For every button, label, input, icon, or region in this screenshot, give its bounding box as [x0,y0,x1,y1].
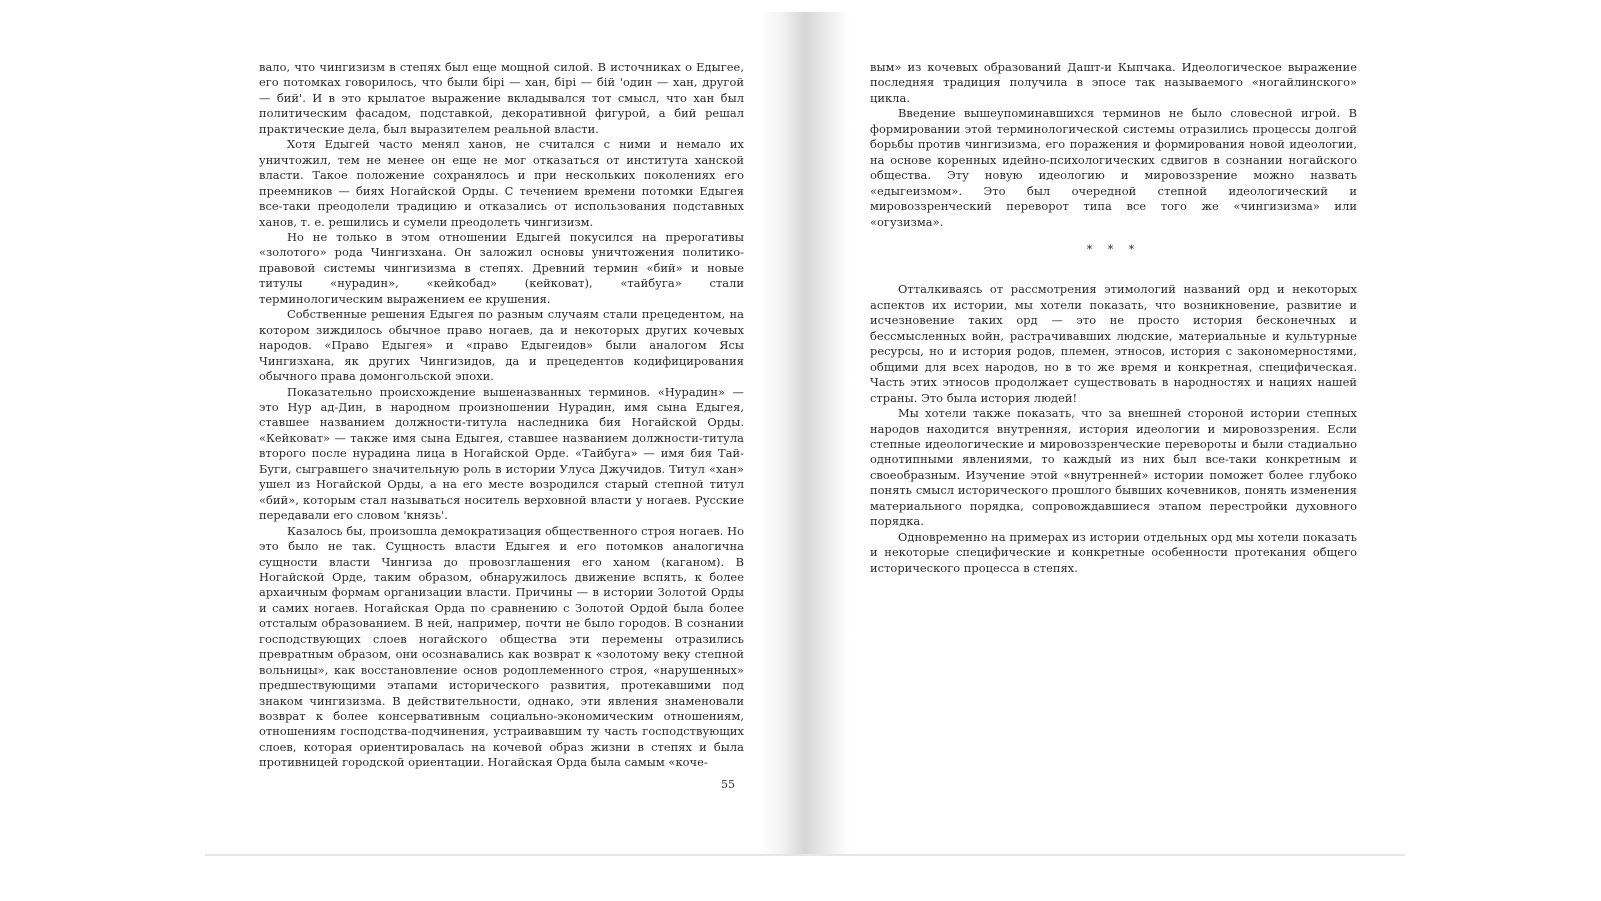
paragraph: Мы хотели также показать, что за внешней стороной истории степных народов находится внутренняя, история идеологии и мировоззрения. Если степные идеологические и мировоззренческие перевороты и были стадиально однотипными явлениями, то каждый из них был все-таки конкретным и своеобразным. Изучение этой «внутренней» истории поможет более глубоко понять смысл исторического прошлого бывших кочевников, понять изменения материального порядка, сопровождавшиеся этапом перестройки духовного порядка. [870,406,1357,529]
left-page [259,60,744,771]
book-spread [205,12,1405,856]
paragraph: вым» из кочевых образований Дашт-и Кыпчака. Идеологическое выражение последняя традиция получила в эпосе так называемого «ногайлинского» цикла. [870,60,1357,105]
paragraph: Казалось бы, произошла демократизация общественного строя ногаев. Но это было не так. Сущность власти Едыгея и его потомков аналогична сущности власти Чингиза до провозглашения его ханом (каганом). В Ногайской Орде, таким образом, обнаружилось движение вспять, к более архаичным формам организации власти. Причины — в истории Золотой Орды и самих ногаев. Ногайская Орда по сравнению с Золотой Ордой была более отсталым образованием. В ней, например, почти не было городов. В сознании господствующих слоев ногайского общества эти перемены отразились превратным образом, они осознавались как возврат к «золотому веку степной вольницы», как восстановление основ родоплеменного строя, «нарушенных» предшествующими этапами исторического развития, протекавшими под знаком чингизизма. В действительности, однако, эти явления знаменовали возврат к более консервативным социально-экономическим отношениям, отношениям господства-подчинения, устраивавшим ту часть господствующих слоев, которая ориентировалась на кочевой образ жизни в степях и была противницей городской ориентации. Ногайская Орда была самым «коче- [259,523,744,770]
right-page [870,60,1357,576]
paragraph: Хотя Едыгей часто менял ханов, не считался с ними и немало их уничтожил, тем не менее он еще не мог отказаться от института ханской власти. Такое положение сохранялось и при нескольких поколениях его преемников — биях Ногайской Орды. С течением времени потомки Едыгея все-таки преодолели традицию и отказались от использования подставных ханов, т. е. решились и сумели преодолеть чингизизм. [259,137,744,229]
paragraph: Но не только в этом отношении Едыгей покусился на прерогативы «золотого» рода Чингизхана. Он заложил основы уничтожения политико-правовой системы чингизизма в степях. Древний термин «бий» и новые титулы «нурадин», «кейкобад» (кейковат), «тайбуга» стали терминологическим выражением ее крушения. [259,229,744,306]
section-separator: * * * [1086,242,1141,256]
page-number: 55 [721,778,735,791]
paragraph: Отталкиваясь от рассмотрения этимологий названий орд и некоторых аспектов их истории, мы хотели показать, что возникновение, развитие и исчезновение таких орд — это не просто история бесконечных и бессмысленных войн, растрачивавших людские, материальные и культурные ресурсы, но и история родов, племен, этносов, история с закономерностями, общими для всех народов, но в то же время и конкретная, специфическая. Часть этих этносов продолжает существовать в народностях и нациях нашей страны. Это была история людей! [870,282,1357,405]
paragraph: вало, что чингизизм в степях был еще мощной силой. В источниках о Едыгее, его потомках говорилось, что были бiрi — хан, бiрi — бiй 'один — хан, другой — бий'. И в это крылатое выражение вкладывался тот смысл, что хан был политическим фасадом, подставкой, декоративной фигурой, а бий решал практические дела, был выразителем реальной власти. [259,60,744,136]
paragraph: Одновременно на примерах из истории отдельных орд мы хотели показать и некоторые специфические и конкретные особенности протекания общего исторического процесса в степях. [870,529,1357,575]
paragraph: Собственные решения Едыгея по разным случаям стали прецедентом, на котором зиждилось обычное право ногаев, да и некоторых других кочевых народов. «Право Едыгея» и «право Едыгеидов» были аналогом Ясы Чингизхана, як других Чингизидов, да и прецедентов кодифицирования обычного права домонгольской эпохи. [259,307,744,384]
paragraph: Показательно происхождение вышеназванных терминов. «Нурадин» — это Нур ад-Дин, в народном произношении Нурадин, имя сына Едыгея, ставшее названием должности-титула наследника бия Ногайской Орды. «Кейковат» — также имя сына Едыгея, ставшее названием должности-титула второго после нурадина лица в Ногайской Орде. «Тайбуга» — имя бия Тай-Буги, сыгравшего значительную роль в истории Улуса Джучидов. Титул «хан» ушел из Ногайской Орды, а на его месте возродился старый степной титул «бий», которым стал называться носитель верховной власти у ногаев. Русские передавали его словом 'князь'. [259,384,744,523]
book-gutter [760,12,850,854]
paragraph: Введение вышеупоминавшихся терминов не было словесной игрой. В формировании этой терминологической системы отразились процессы долгой борьбы против чингизизма, его поражения и формирования новой идеологии, на основе коренных идейно-психологических сдвигов в сознании ногайского общества. Эту новую идеологию и мировоззрение можно назвать «едыгеизмом». Это был очередной степной идеологический и мировоззренческий переворот типа все того же «чингизизма» или «огузизма». [870,106,1357,229]
